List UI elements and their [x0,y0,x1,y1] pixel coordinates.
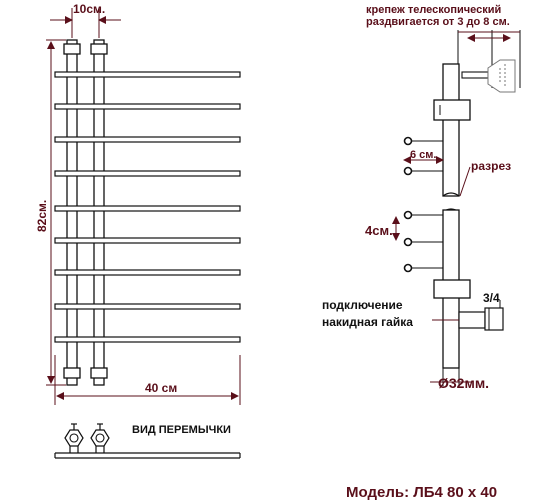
bar-3 [55,137,240,142]
jumper-view-label: ВИД ПЕРЕМЫЧКИ [132,424,231,436]
front-view [35,2,240,458]
horizontal-bars [55,72,240,342]
bottom-right-mount [91,368,107,378]
bar-1 [55,72,240,77]
telescopic-bracket [458,30,520,92]
right-collector [94,40,104,385]
side-bar-end-4 [405,239,412,246]
spacing-6-label: 6 см. [410,149,437,161]
side-bar-end-1 [405,138,412,145]
side-pipe-top [443,64,459,196]
width-label: 40 см [145,381,178,395]
dimension-top-width [50,2,121,38]
jumper-left-nut [65,424,83,453]
bottom-left-mount [64,368,80,378]
mount-note-line2: раздвигается от 3 до 8 см. [366,16,510,28]
mount-note-line1: крепеж телескопический [366,4,502,16]
dimension-width [55,355,240,405]
dimension-6cm [404,149,443,161]
side-view [322,4,520,391]
bar-5 [55,206,240,211]
top-width-label: 10см. [73,2,106,16]
spacing-4-label: 4см. [365,223,393,238]
connection-label-line1: подключение [322,298,403,312]
bottom-clamp-block [434,280,470,298]
cut-label: разрез [471,159,512,173]
diameter-label: Ø32мм. [438,375,490,391]
bar-7 [55,270,240,275]
side-bar-end-3 [405,212,412,219]
height-label: 82см. [35,199,49,232]
side-bar-end-2 [405,168,412,175]
connection-label-line2: накидная гайка [322,315,413,329]
top-right-mount [91,44,107,54]
jumper-view [55,424,240,458]
dimension-4cm [365,217,396,240]
top-clamp-block [434,100,470,120]
model-label: Модель: ЛБ4 80 х 40 [346,484,498,501]
bar-6 [55,238,240,243]
bar-2 [55,104,240,109]
bar-8 [55,304,240,309]
bar-9 [55,337,240,342]
left-collector [67,40,77,385]
dimension-height [35,40,66,385]
top-left-mount [64,44,80,54]
thread-label: 3/4 [483,291,500,305]
bar-4 [55,171,240,176]
jumper-right-nut [91,424,109,453]
side-bar-end-5 [405,265,412,272]
